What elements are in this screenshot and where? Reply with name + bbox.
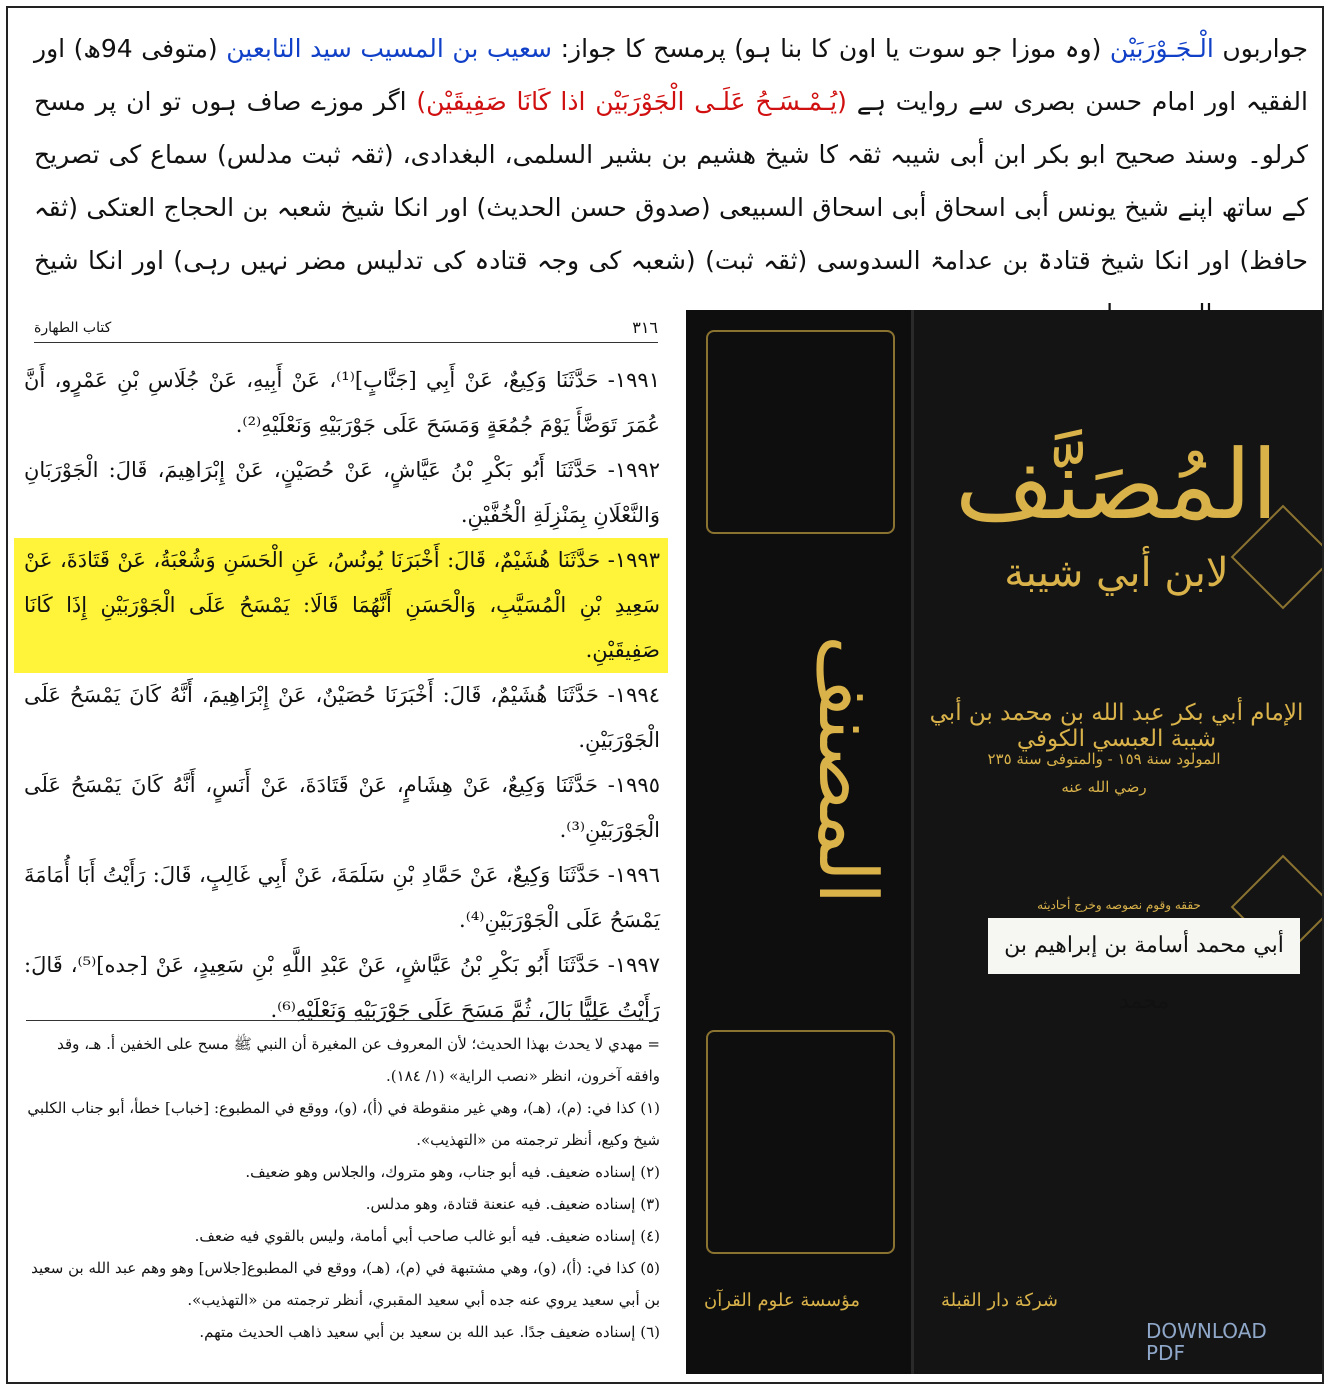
chapter-title: كتاب الطهارة xyxy=(34,320,112,336)
footnote-3: (٣) إسناده ضعيف. فيه عنعنة قتادة، وهو مدلس. xyxy=(365,1195,660,1213)
urdu-intro-part1: جواربوں xyxy=(1222,34,1308,63)
cover-dates: المولود سنة ١٥٩ - والمتوفى سنة ٢٣٥ xyxy=(987,750,1221,768)
cover-blessing: رضي الله عنه xyxy=(1061,778,1147,796)
cover-publisher-2: شركة دار القبلة xyxy=(941,1290,1059,1311)
footnote-1: (١) كذا في: (م)، (هـ)، وهي غير منقوطة في (أ)، (و)، ووقع في المطبوع: [خباب] خطأ، أبو جناب الكلبي شيخ وكيع، أنظر ترجمته من «التهذيب». xyxy=(27,1099,660,1149)
arabic-quote: (یُـمْـسَـحُ عَلَـى الْجَوْرَبَيْن اذا كَانَا صَفِيقَيْن) xyxy=(416,87,847,116)
urdu-intro-part2: (وہ موزا جو سوت یا اون کا بنا ہو) پرمسح کا جواز: xyxy=(560,34,1102,63)
download-pdf-watermark xyxy=(1146,1320,1276,1370)
hadith-1991: ١٩٩١- حَدَّثَنَا وَكِيعٌ، عَنْ أَبِي [جَنَّابٍ]⁽¹⁾، عَنْ أَبِيهِ، عَنْ جُلَاسِ بْنِ عَمْرٍو، أَنَّ عُمَرَ تَوَضَّأَ يَوْمَ جُمُعَةٍ وَمَسَحَ عَلَى جَوْرَبَيْهِ وَنَعْلَيْهِ⁽²⁾. xyxy=(24,368,660,437)
hadith-1997: ١٩٩٧- حَدَّثَنَا أَبُو بَكْرِ بْنُ عَيَّاشٍ، عَنْ عَبْدِ اللَّهِ بْنِ سَعِيدٍ، عَنْ [جده]⁽⁵⁾، قَالَ: رَأَيْتُ عَلِيًّا بَالَ، ثُمَّ مَسَحَ عَلَى جَوْرَبَيْهِ وَنَعْلَيْهِ⁽⁶⁾. xyxy=(24,953,660,1022)
hadith-1992: ١٩٩٢- حَدَّثَنَا أَبُو بَكْرِ بْنُ عَيَّاشٍ، عَنْ حُصَيْنٍ، عَنْ إِبْرَاهِيمَ، قَالَ: الْجَوْرَبَانِ وَالنَّعْلَانِ بِمَنْزِلَةِ الْخُفَّيْنِ. xyxy=(24,458,660,527)
footnote-2: (٢) إسناده ضعيف. فيه أبو جناب، وهو متروك، والجلاس وهو ضعيف. xyxy=(245,1163,660,1181)
spine-title: المصنف xyxy=(801,635,894,905)
urdu-intro-part4: اگر موزے صاف ہوں تو ان پر مسح کرلو۔ وسند صحیح ابو بکر ابن أبی شیبہ ثقہ کا شیخ ھشیم بن بشیر السلمی، البغدادی، (ثقہ ثبت مدلس) سماع کی تصریح کے ساتھ اپنے شیخ یونس أبی اسحاق أبی اسحاق السبیعی (صدوق حسن الحدیث) اور انکا شیخ شعبہ بن الحجاج العتکی (ثقہ حافظ) اور انکا شیخ قتادۃ بن عدامۃ السدوسی (ثقہ ثبت) (شعبہ کی وجہ قتادہ کی تدلیس مضر نہیں رہی) اور انکا شیخ xyxy=(34,87,1308,275)
cover-editor-label: أبي محمد أسامة بن إبراهيم بن محمد xyxy=(988,918,1300,974)
page-number: ٣١٦ xyxy=(632,318,658,337)
cover-author: الإمام أبي بكر عبد الله بن محمد بن أبي شيبة العبسي الكوفي xyxy=(929,700,1304,752)
scholar-name: سعیب بن المسیب سید التابعین xyxy=(226,34,553,63)
hadith-1995: ١٩٩٥- حَدَّثَنَا وَكِيعٌ، عَنْ هِشَامٍ، عَنْ قَتَادَةَ، عَنْ أَنَسٍ، أَنَّهُ كَانَ يَمْسَحُ عَلَى الْجَوْرَبَيْنِ⁽³⁾. xyxy=(24,773,660,842)
hadith-1993-highlighted: ١٩٩٣- حَدَّثَنَا هُشَيْمٌ، قَالَ: أَخْبَرَنَا يُونُسُ، عَنِ الْحَسَنِ وَشُعْبَةُ، عَنْ قَتَادَةَ، عَنْ سَعِيدِ بْنِ الْمُسَيَّبِ، وَالْحَسَنِ أَنَّهُمَا قَالَا: يَمْسَحُ عَلَى الْجَوْرَبَيْنِ إِذَا كَانَا صَفِيقَيْنِ. xyxy=(14,538,668,673)
footnote-6: (٦) إسناده ضعيف جدًا. عبد الله بن سعيد بن أبي سعيد ذاهب الحديث متهم. xyxy=(199,1323,660,1341)
watermark-line2: PDF xyxy=(1146,1341,1185,1365)
cover-title: المُصَنَّف xyxy=(954,429,1278,541)
hadith-1996: ١٩٩٦- حَدَّثَنَا وَكِيعٌ، عَنْ حَمَّادِ بْنِ سَلَمَةَ، عَنْ أَبِي غَالِبٍ، قَالَ: رَأَيْتُ أَبَا أُمَامَةَ يَمْسَحُ عَلَى الْجَوْرَبَيْنِ⁽⁴⁾. xyxy=(24,863,660,932)
watermark-line1: DOWNLOAD xyxy=(1146,1319,1267,1343)
cover-publisher-1: مؤسسة علوم القرآن xyxy=(704,1290,861,1311)
footnotes xyxy=(22,1028,660,1348)
urdu-intro-part3: (متوفی 94ھ) اور الفقیہ اور امام حسن بصری سے روایت ہے xyxy=(34,34,1308,116)
hadith-1994: ١٩٩٤- حَدَّثَنَا هُشَيْمٌ، قَالَ: أَخْبَرَنَا حُصَيْنٌ، عَنْ إِبْرَاهِيمَ، أَنَّهُ كَانَ يَمْسَحُ عَلَى الْجَوْرَبَيْنِ. xyxy=(24,683,660,752)
page-header xyxy=(34,316,658,343)
cover-subtitle: لابن أبي شيبة xyxy=(1004,550,1229,596)
book-cover xyxy=(686,310,1322,1374)
footnote-5: (٥) كذا في: (أ)، (و)، وهي مشتبهة في (م)، (هـ)، ووقع في المطبوع[جلاس] وهو وهم عبد الله بن سعيد بن أبي سعيد يروي عنه جده أبي سعيد المقبري، أنظر ترجمته من «التهذيب». xyxy=(31,1259,660,1309)
book-page-scan xyxy=(14,310,668,1370)
footnote-4: (٤) إسناده ضعيف. فيه أبو غالب صاحب أبي أمامة، وليس بالقوي فيه ضعف. xyxy=(194,1227,660,1245)
cover-edited-by: حققه وقوم نصوصه وخرج أحاديثه xyxy=(1037,898,1201,912)
term-jawrabain: الْـجَـوْرَبَيْن xyxy=(1109,34,1214,63)
hadith-list xyxy=(14,358,668,1033)
spine-ornament-bottom xyxy=(706,1030,895,1254)
urdu-intro-paragraph xyxy=(34,22,1308,340)
spine-ornament-top xyxy=(706,330,895,534)
footnote-continuation: = مهدي لا يحدث بهذا الحديث؛ لأن المعروف عن المغيرة أن النبي ﷺ مسح على الخفين أ. هـ، وقد وافقه آخرون، انظر «نصب الراية» (١/ ١٨٤). xyxy=(57,1035,660,1085)
footnote-divider xyxy=(26,1020,658,1021)
